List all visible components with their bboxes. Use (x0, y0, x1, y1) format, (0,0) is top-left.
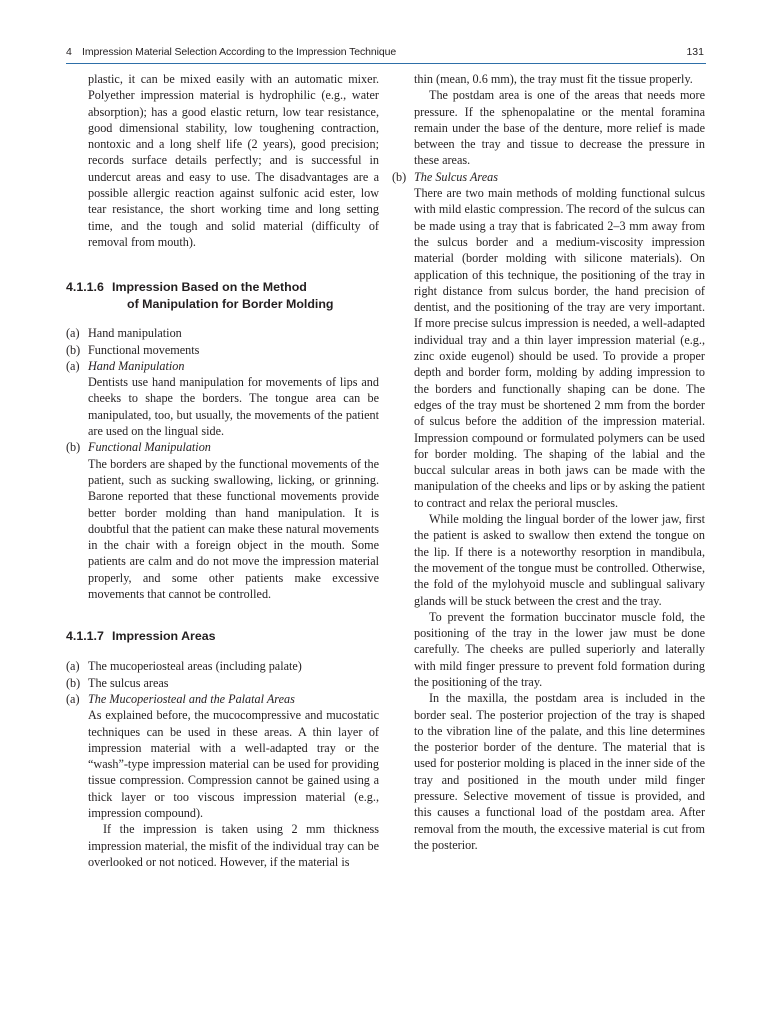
paragraph-maxilla: In the maxilla, the postdam area is included in the border seal. The posterior projection of the tray is shaped to the vibration line of the palate, and this line determines the posterior border of the denture. The material that is used for posterior molding is placed in the inner side of the tray and positioned in the mouth under mild finger pressure. Selective movement of tissue is provided, and this causes a functional load of the postdam area. After removal from the mouth, the excessive material is cut from the posterior. (414, 691, 705, 852)
list-item: (a) The mucoperiosteal areas (including palate) (66, 659, 302, 674)
subsection-title: The Sulcus Areas (414, 169, 498, 184)
running-header (66, 43, 706, 64)
paragraph-functional-manipulation: The borders are shaped by the functional movements of the patient, such as sucking swallowing, licking, or grinning. Barone reported that these functional movements provide better border molding than hand manipulation. It is doubtful that the patient can make these natural movements in the chair with a foreign object in the mouth. Some patients are calm and do not move the impression material properly, and some other patients make excessive movements that cannot be controlled. (88, 456, 379, 602)
subsection-sulcus: (b) The Sulcus Areas (392, 169, 498, 184)
paragraph-polyether: plastic, it can be mixed easily with an automatic mixer. Polyether impression material is hydrophilic (e.g., water absorption); has a good elastic return, low tear resistance, good dimensional stability, low toughening contraction, nontoxic and a long shelf life (2 years), good precision; records surface details perfectly; and is successful in undercut areas and easy to use. The disadvantages are a possible allergic reaction against sulfonic acid ester, low tear resistance, the short working time and long setting time, and the tough and solid material (difficulty of removal from mouth). (88, 72, 379, 249)
subsection-hand-manipulation: (a) Hand Manipulation (66, 358, 185, 373)
paragraph-buccinator: To prevent the formation buccinator muscle fold, the positioning of the tray in the lower jaw must be done carefully. The cheeks are pulled superiorly and laterally with mild finger pressure to prevent fold formation during the positioning of the tray. (414, 609, 705, 689)
subsection-mucoperiosteal: (a) The Mucoperiosteal and the Palatal Areas (66, 691, 295, 706)
paragraph-tray-thickness: If the impression is taken using 2 mm thickness impression material, the misfit of the individual tray can be overlooked or not noticed. However, if the material is (88, 822, 379, 869)
section-title-line2: of Manipulation for Border Molding (127, 297, 334, 312)
paragraph-postdam: The postdam area is one of the areas that needs more pressure. If the sphenopalatine or the mental foramina remain under the base of the denture, more relief is made between the tray and tissue to decrease the pressure in these areas. (414, 88, 705, 168)
paragraph-hand-manipulation: Dentists use hand manipulation for movements of lips and cheeks to shape the borders. The tongue area can be manipulated, too, but usually, the movements of the patient are used on the lingual side. (88, 375, 379, 439)
paragraph-continued: thin (mean, 0.6 mm), the tray must fit the tissue properly. (414, 72, 693, 86)
paragraph-sulcus: There are two main methods of molding functional sulcus with mild elastic compression. The record of the sulcus can be made using a tray that is fabricated 2–3 mm away from the sulcus border and a medium-viscosity impression material (border molding with silicone materials). On application of this technique, the positioning of the tray in right distance from sulcus border, the hand precision of dentist, and the positioning of the tray are very important. If more precise sulcus impression is needed, a well-adapted individual tray and a thin layer impression material (e.g., zinc oxide eugenol) should be used. To provide a proper depth and border form, molding by adding impression to the borders and functionally shaping can be done. The edges of the tray must be shortened 2 mm from the border of sulcus before the addition of the impression material. Impression compound or formulated polymers can be used for border molding. The shaping of the labial and the buccal sulcular areas in both jaws can be made with the manipulation of the cheeks and lips or by asking the patient to contract and relax the perioral muscles. (414, 186, 705, 510)
section-heading-impression-areas (66, 628, 379, 645)
subsection-title: The Mucoperiosteal and the Palatal Areas (88, 691, 295, 706)
list-item: (b) The sulcus areas (66, 675, 169, 690)
paragraph-mucoperiosteal: As explained before, the mucocompressive and mucostatic techniques can be used in these areas. A thin layer of impression material with a well-adapted tray or the “wash”-type impression material can be used for providing tissue compression. Compression cannot be gained using a thick layer or too viscous impression material (e.g., impression compound). (88, 708, 379, 820)
section-number: 4.1.1.7 (66, 629, 104, 644)
list-item: (a) Hand manipulation (66, 326, 182, 341)
section-title: Impression Areas (112, 629, 216, 644)
left-column (66, 71, 379, 870)
paragraph-lingual-border: While molding the lingual border of the lower jaw, first the patient is asked to swallow then extend the tongue on the lip. If there is a noteworthy resorption in mandibula, the movement of the tongue must be controlled. Otherwise, the fold of the mylohyoid muscle and sublingual salivary glands will be stuck between the crest and the tray. (414, 512, 705, 608)
chapter-number: 4 (66, 46, 72, 58)
list-item: (b) Functional movements (66, 342, 200, 357)
page-number: 131 (686, 46, 704, 58)
subsection-title: Hand Manipulation (88, 358, 185, 373)
right-column (392, 71, 705, 853)
section-title-line1: Impression Based on the Method (112, 280, 307, 295)
subsection-functional-manipulation: (b) Functional Manipulation (66, 440, 211, 455)
chapter-title: Impression Material Selection According to the Impression Technique (82, 46, 397, 58)
section-number: 4.1.1.6 (66, 280, 104, 295)
section-heading-border-molding (66, 279, 379, 313)
subsection-title: Functional Manipulation (88, 440, 211, 455)
